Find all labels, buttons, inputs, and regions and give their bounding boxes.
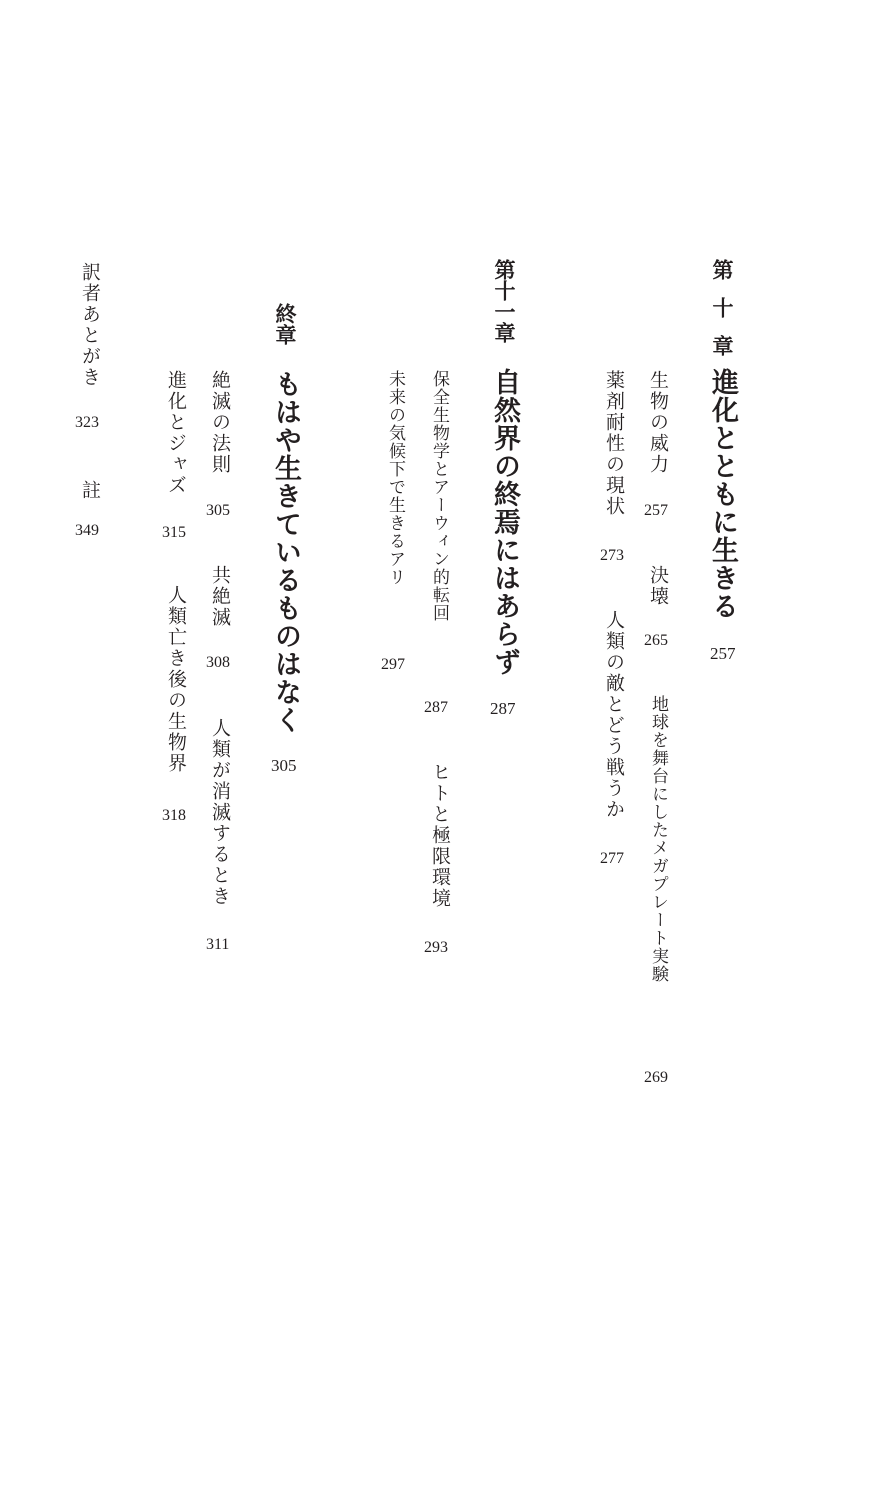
final-section-4-page: 315 [162,524,186,541]
chapter10-section-1-title: 生物の威力 [647,370,669,475]
final-section-4-title: 進化とジャズ [165,370,187,496]
chapter11-section-2-title: ヒトと極限環境 [429,762,451,909]
chapter10-section-2-page: 265 [644,632,668,649]
chapter11-section-1-title: 保全生物学とアーウィン的転回 [429,370,449,622]
final-chapter-title-page: 305 [271,756,297,775]
chapter10-title: 進化とともに生きる [707,368,738,620]
final-section-3-title: 人類が消滅するとき [209,718,231,907]
chapter11-section-2-page: 293 [424,939,448,956]
backmatter-notes-page: 349 [75,522,99,539]
chapter10-section-2-title: 決壊 [647,565,669,607]
final-section-1-title: 絶滅の法則 [209,370,231,475]
final-section-2-page: 308 [206,654,230,671]
chapter11-section-3-title: 未来の気候下で生きるアリ [385,370,405,586]
chapter10-section-4-page: 273 [600,547,624,564]
final-section-5-title: 人類亡き後の生物界 [165,585,187,774]
chapter10-section-5-page: 277 [600,850,624,867]
chapter10-section-3-page: 269 [644,1069,668,1086]
final-chapter-label: 終章 [273,303,298,345]
chapter10-section-5-title: 人類の敵とどう戦うか [603,610,625,820]
chapter10-section-3-title: 地球を舞台にしたメガプレート実験 [648,695,668,983]
chapter11-title: 自然界の終焉にはあらず [489,368,520,676]
chapter11-label: 第十一章 [492,259,517,343]
backmatter-notes-title: 註 [79,480,101,501]
final-section-1-page: 305 [206,502,230,519]
final-section-5-page: 318 [162,807,186,824]
final-section-2-title: 共絶滅 [209,565,231,628]
chapter10-section-1-page: 257 [644,502,668,519]
backmatter-afterword-page: 323 [75,414,99,431]
chapter11-title-page: 287 [490,699,516,718]
chapter11-section-3-page: 297 [381,656,405,673]
chapter10-title-page: 257 [710,644,736,663]
final-chapter-title: もはや生きているものはなく [270,370,301,734]
chapter11-section-1-page: 287 [424,699,448,716]
chapter10-label: 第十章 [710,259,735,373]
final-section-3-page: 311 [206,936,230,953]
backmatter-afterword-title: 訳者あとがき [79,262,101,388]
chapter10-section-4-title: 薬剤耐性の現状 [603,370,625,517]
